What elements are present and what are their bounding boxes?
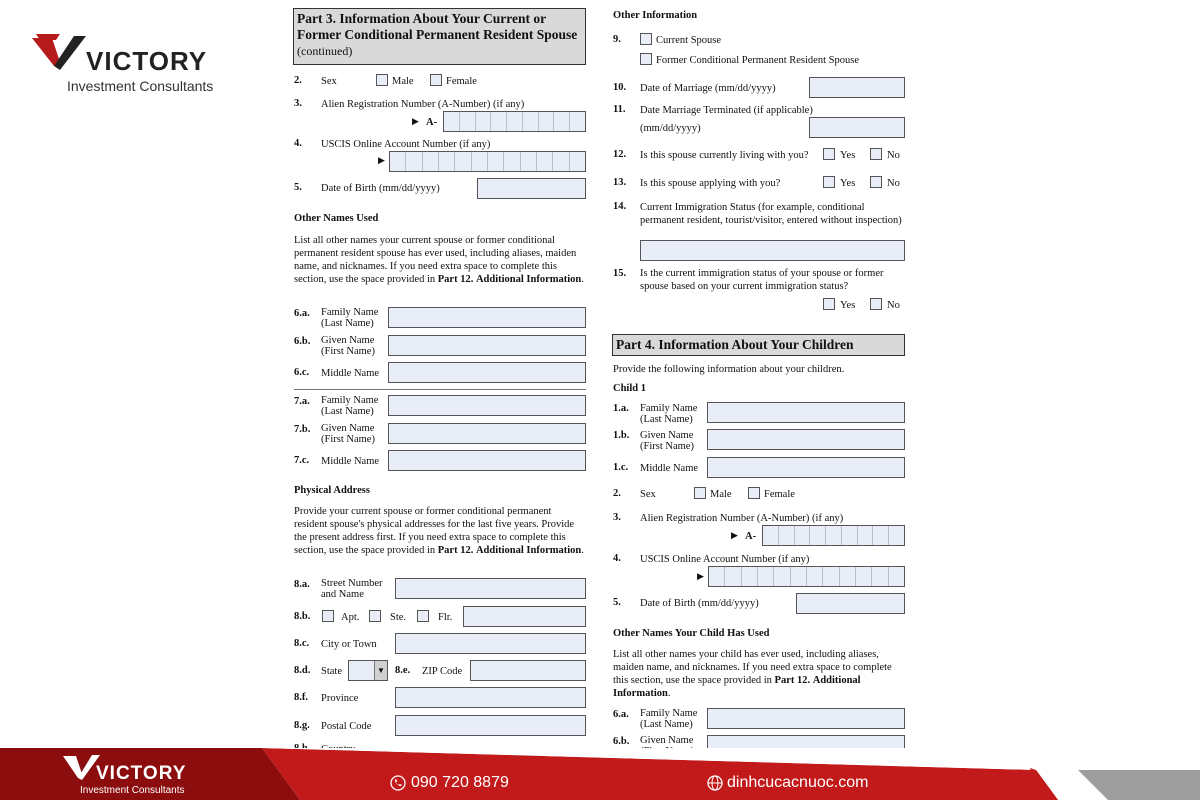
q14-label: Current Immigration Status (for example, conditional permanent resident, tourist/visitor, entered without inspection)	[640, 202, 902, 226]
spouse-male-label: Male	[392, 76, 414, 87]
child-dob-input[interactable]	[796, 593, 905, 614]
postal-code-input[interactable]	[395, 715, 586, 736]
q3-label: Alien Registration Number (A-Number) (if any)	[321, 99, 525, 110]
former-spouse-label: Former Conditional Permanent Resident Spouse	[656, 55, 859, 66]
other-names-title: Other Names Used	[294, 213, 379, 224]
status-yes-label: Yes	[840, 300, 856, 311]
c3-label: Alien Registration Number (A-Number) (if any)	[640, 513, 844, 524]
child-male-checkbox[interactable]	[694, 487, 706, 499]
q10-label: Date of Marriage (mm/dd/yyyy)	[640, 83, 776, 94]
arrow-right-icon: ▶	[697, 571, 704, 581]
n7c-label: Middle Name	[321, 456, 380, 467]
status-no-checkbox[interactable]	[870, 298, 882, 310]
globe-icon	[707, 775, 723, 791]
child-other-family-name-input[interactable]	[707, 708, 905, 729]
c6a-label: Family Name (Last Name)	[640, 708, 698, 730]
n7a-label: Family Name (Last Name)	[321, 395, 379, 417]
c1b-number: 1.b.	[613, 430, 630, 441]
q11-label-format: (mm/dd/yyyy)	[640, 123, 701, 134]
c2-label: Sex	[640, 489, 656, 500]
footer-brand-tagline: Investment Consultants	[80, 785, 185, 796]
status-no-label: No	[887, 300, 900, 311]
arrow-right-icon: ▶	[731, 530, 738, 540]
q12-number: 12.	[613, 149, 627, 160]
q2-label: Sex	[321, 76, 337, 87]
flr-checkbox[interactable]	[417, 610, 429, 622]
spouse-other2-given-name-input[interactable]	[388, 423, 586, 444]
q13-label: Is this spouse applying with you?	[640, 178, 781, 189]
c6a-number: 6.a.	[613, 709, 629, 720]
a8b-number: 8.b.	[294, 611, 311, 622]
applying-yes-checkbox[interactable]	[823, 176, 835, 188]
q13-number: 13.	[613, 177, 627, 188]
c3-number: 3.	[613, 512, 621, 523]
child-male-label: Male	[710, 489, 732, 500]
child-uscis-account-input[interactable]	[708, 566, 905, 587]
physical-address-instructions: Provide your current spouse or former conditional permanent resident spouse's physical addresses for the last five years. Provide the present address first. If you need extra space to complete this section, use the space provided in Part 12. Additional Information.	[294, 506, 584, 556]
child-other-names-instructions: List all other names your child has ever used, including aliases, maiden name, and nicknames. If you need extra space to complete this section, use the space provided in Part 12. Additional Information.	[613, 649, 892, 699]
c1c-number: 1.c.	[613, 462, 629, 473]
c1a-number: 1.a.	[613, 403, 629, 414]
state-select[interactable]	[348, 660, 388, 681]
n6b-number: 6.b.	[294, 336, 311, 347]
q4-number: 4.	[294, 138, 302, 149]
street-input[interactable]	[395, 578, 586, 599]
q3-number: 3.	[294, 98, 302, 109]
q11-label: Date Marriage Terminated (if applicable)	[640, 105, 813, 116]
footer-brand-name: VICTORY	[96, 763, 187, 784]
q10-number: 10.	[613, 82, 627, 93]
a8a-label: Street Number and Name	[321, 578, 383, 600]
q5-number: 5.	[294, 182, 302, 193]
child-a-number-input[interactable]	[762, 525, 905, 546]
living-no-label: No	[887, 150, 900, 161]
spouse-other-given-name-input[interactable]	[388, 335, 586, 356]
a8g-number: 8.g.	[294, 720, 310, 731]
c5-label: Date of Birth (mm/dd/yyyy)	[640, 598, 759, 609]
living-no-checkbox[interactable]	[870, 148, 882, 160]
a8g-label: Postal Code	[321, 721, 372, 732]
a8f-label: Province	[321, 693, 359, 704]
c5-number: 5.	[613, 597, 621, 608]
spouse-dob-input[interactable]	[477, 178, 586, 199]
apt-checkbox[interactable]	[322, 610, 334, 622]
physical-address-title: Physical Address	[294, 485, 370, 496]
part3-header: Part 3. Information About Your Current or Former Conditional Permanent Resident Spouse (continued)	[293, 8, 586, 65]
q5-label: Date of Birth (mm/dd/yyyy)	[321, 183, 440, 194]
city-input[interactable]	[395, 633, 586, 654]
c3-prefix: A-	[745, 531, 757, 542]
zip-input[interactable]	[470, 660, 586, 681]
spouse-other2-middle-name-input[interactable]	[388, 450, 586, 471]
q9-number: 9.	[613, 34, 621, 45]
c4-label: USCIS Online Account Number (if any)	[640, 554, 810, 565]
n6a-label: Family Name (Last Name)	[321, 307, 379, 329]
n7a-number: 7.a.	[294, 396, 310, 407]
child-female-label: Female	[764, 489, 795, 500]
current-spouse-checkbox[interactable]	[640, 33, 652, 45]
applying-no-label: No	[887, 178, 900, 189]
footer-website-link[interactable]: dinhcucacnuoc.com	[727, 774, 869, 791]
a8e-label: ZIP Code	[422, 666, 463, 677]
brand-name: VICTORY	[86, 46, 208, 76]
part4-intro: Provide the following information about your children.	[613, 364, 845, 375]
a8d-number: 8.d.	[294, 665, 311, 676]
c1b-label: Given Name (First Name)	[640, 430, 694, 452]
child-middle-name-input[interactable]	[707, 457, 905, 478]
q12-label: Is this spouse currently living with you?	[640, 150, 809, 161]
marriage-date-input[interactable]	[809, 77, 905, 98]
q11-number: 11.	[613, 104, 626, 115]
flr-label: Flr.	[438, 612, 453, 623]
immigration-status-input[interactable]	[640, 240, 905, 261]
spouse-other-middle-name-input[interactable]	[388, 362, 586, 383]
province-input[interactable]	[395, 687, 586, 708]
child-given-name-input[interactable]	[707, 429, 905, 450]
footer-phone[interactable]: 090 720 8879	[411, 774, 509, 791]
child-other-names-title: Other Names Your Child Has Used	[613, 628, 770, 639]
unit-number-input[interactable]	[463, 606, 586, 627]
arrow-right-icon: ▶	[412, 116, 419, 126]
current-spouse-label: Current Spouse	[656, 35, 722, 46]
other-names-instructions: List all other names your current spouse or former conditional permanent resident spouse has ever used, including aliases, maiden name, and nicknames. If you need extra space to complete this section, use the space provided in Part 12. Additional Information.	[294, 235, 584, 285]
ste-label: Ste.	[390, 612, 407, 623]
a8c-number: 8.c.	[294, 638, 310, 649]
a8e-number: 8.e.	[395, 665, 411, 676]
a8a-number: 8.a.	[294, 579, 310, 590]
q15-label: Is the current immigration status of your spouse or former spouse based on your current immigration status?	[640, 268, 884, 292]
spouse-a-number-input[interactable]	[443, 111, 586, 132]
arrow-right-icon: ▶	[378, 155, 385, 165]
status-yes-checkbox[interactable]	[823, 298, 835, 310]
c6b-label: Given Name	[640, 735, 694, 746]
spouse-female-checkbox[interactable]	[430, 74, 442, 86]
divider	[294, 389, 586, 390]
n6c-number: 6.c.	[294, 367, 310, 378]
living-yes-checkbox[interactable]	[823, 148, 835, 160]
former-spouse-checkbox[interactable]	[640, 53, 652, 65]
q15-number: 15.	[613, 268, 627, 279]
c6b-number: 6.b.	[613, 736, 630, 747]
n6b-label: Given Name (First Name)	[321, 335, 375, 357]
c4-number: 4.	[613, 553, 621, 564]
phone-icon	[390, 775, 406, 791]
other-info-title: Other Information	[613, 10, 698, 21]
victory-v-mark-icon	[30, 32, 90, 72]
spouse-male-checkbox[interactable]	[376, 74, 388, 86]
child-female-checkbox[interactable]	[748, 487, 760, 499]
chevron-down-icon[interactable]: ▼	[374, 661, 387, 680]
brand-tagline: Investment Consultants	[67, 78, 214, 94]
a8c-label: City or Town	[321, 639, 377, 650]
applying-no-checkbox[interactable]	[870, 176, 882, 188]
part4-header: Part 4. Information About Your Children	[612, 334, 905, 356]
n7b-number: 7.b.	[294, 424, 311, 435]
n7b-label: Given Name (First Name)	[321, 423, 375, 445]
spouse-other2-family-name-input[interactable]	[388, 395, 586, 416]
living-yes-label: Yes	[840, 150, 856, 161]
spouse-other-family-name-input[interactable]	[388, 307, 586, 328]
ste-checkbox[interactable]	[369, 610, 381, 622]
q14-number: 14.	[613, 201, 627, 212]
q2-number: 2.	[294, 75, 302, 86]
child1-title: Child 1	[613, 383, 646, 394]
spouse-female-label: Female	[446, 76, 477, 87]
spouse-uscis-account-input[interactable]	[389, 151, 586, 172]
c1c-label: Middle Name	[640, 463, 699, 474]
apt-label: Apt.	[341, 612, 360, 623]
n6a-number: 6.a.	[294, 308, 310, 319]
c1a-label: Family Name (Last Name)	[640, 403, 698, 425]
c2-number: 2.	[613, 488, 621, 499]
n7c-number: 7.c.	[294, 455, 310, 466]
marriage-terminated-input[interactable]	[809, 117, 905, 138]
child-family-name-input[interactable]	[707, 402, 905, 423]
a8f-number: 8.f.	[294, 692, 308, 703]
q4-label: USCIS Online Account Number (if any)	[321, 139, 491, 150]
applying-yes-label: Yes	[840, 178, 856, 189]
a8d-label: State	[321, 666, 342, 677]
n6c-label: Middle Name	[321, 368, 380, 379]
q3-prefix: A-	[426, 117, 438, 128]
